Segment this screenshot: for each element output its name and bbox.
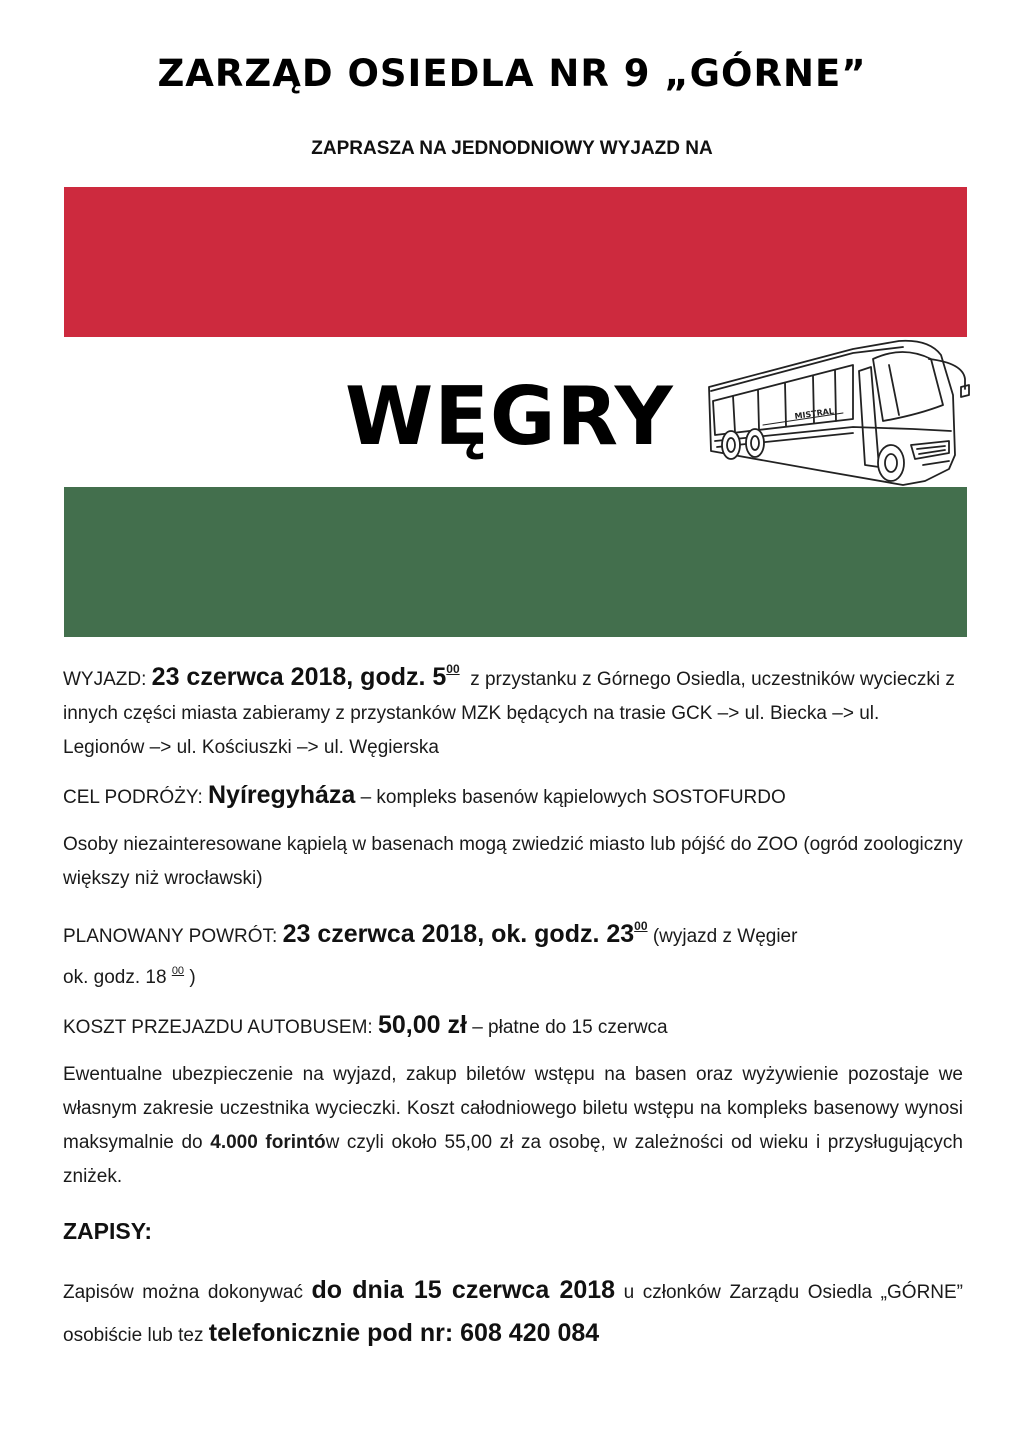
return-note-minutes: 00	[171, 965, 185, 977]
signup-text-1: Zapisów można dokonywać	[63, 1282, 303, 1303]
return-note-start: (wyjazd z Węgier	[652, 926, 798, 947]
country-name: WĘGRY	[345, 370, 674, 463]
signup-text-2: u członków Zarządu Osiedla „GÓRNE” osobiście lub tez	[63, 1282, 964, 1346]
signup-heading: ZAPISY:	[63, 1218, 153, 1244]
signup-section	[63, 1270, 963, 1356]
departure-section	[63, 652, 963, 765]
info-amount: 4.000 forintó	[210, 1132, 326, 1153]
return-note-time: ok. godz. 18	[63, 967, 167, 988]
return-note-end: )	[189, 967, 196, 988]
info-text-2: w czyli około 55,00 zł za osobę, w zależności od wieku i przysługujących zniżek.	[63, 1132, 963, 1187]
return-label: PLANOWANY POWRÓT:	[63, 926, 278, 947]
departure-label: WYJAZD:	[63, 669, 147, 690]
cost-label: KOSZT PRZEJAZDU AUTOBUSEM:	[63, 1017, 373, 1038]
return-section	[63, 909, 963, 995]
cost-price: 50,00 zł	[377, 1011, 467, 1039]
cost-text: – płatne do 15 czerwca	[472, 1017, 668, 1038]
destination-label: CEL PODRÓŻY:	[63, 787, 203, 808]
alternative-section: Osoby niezainteresowane kąpielą w basenach mogą zwiedzić miasto lub pójść do ZOO (ogród zoologiczny większy niż wrocławski)	[63, 834, 963, 889]
flag-stripe-red	[64, 187, 967, 337]
bus-brand: MISTRAL	[794, 406, 835, 421]
event-details	[63, 652, 963, 1369]
signup-deadline: do dnia 15 czerwca 2018	[311, 1276, 616, 1304]
departure-minutes: 00	[446, 662, 460, 676]
destination-text: – kompleks basenów kąpielowych SOSTOFURDO	[360, 787, 786, 808]
bus-icon	[703, 335, 975, 491]
departure-text: z przystanku z Górnego Osiedla, uczestników wycieczki z innych części miasta zabieramy z przystanków MZK będących na trasie GCK –> ul. Biecka –> ul. Legionów –> ul. Kościuszki –> ul. Węgierska	[63, 669, 955, 758]
return-datetime: 23 czerwca 2018, ok. godz. 23	[282, 920, 635, 948]
return-minutes: 00	[634, 919, 648, 933]
signup-phone: telefonicznie pod nr: 608 420 084	[208, 1319, 600, 1347]
departure-datetime: 23 czerwca 2018, godz. 5	[151, 663, 447, 691]
page-title: ZARZĄD OSIEDLA NR 9 „GÓRNE”	[157, 52, 867, 95]
flag-stripe-green	[64, 487, 967, 637]
info-text-1: Ewentualne ubezpieczenie na wyjazd, zakup biletów wstępu na basen oraz wyżywienie pozostaje we własnym zakresie uczestnika wycieczki. Koszt całodniowego biletu wstępu na kompleks basenowy wynosi maksymalnie do	[63, 1064, 963, 1153]
destination-city: Nyíregyháza	[208, 781, 356, 809]
info-section	[63, 1058, 963, 1194]
page-subtitle: ZAPRASZA NA JEDNODNIOWY WYJAZD NA	[311, 138, 713, 159]
cost-section	[63, 1008, 963, 1045]
destination-section	[63, 778, 963, 815]
